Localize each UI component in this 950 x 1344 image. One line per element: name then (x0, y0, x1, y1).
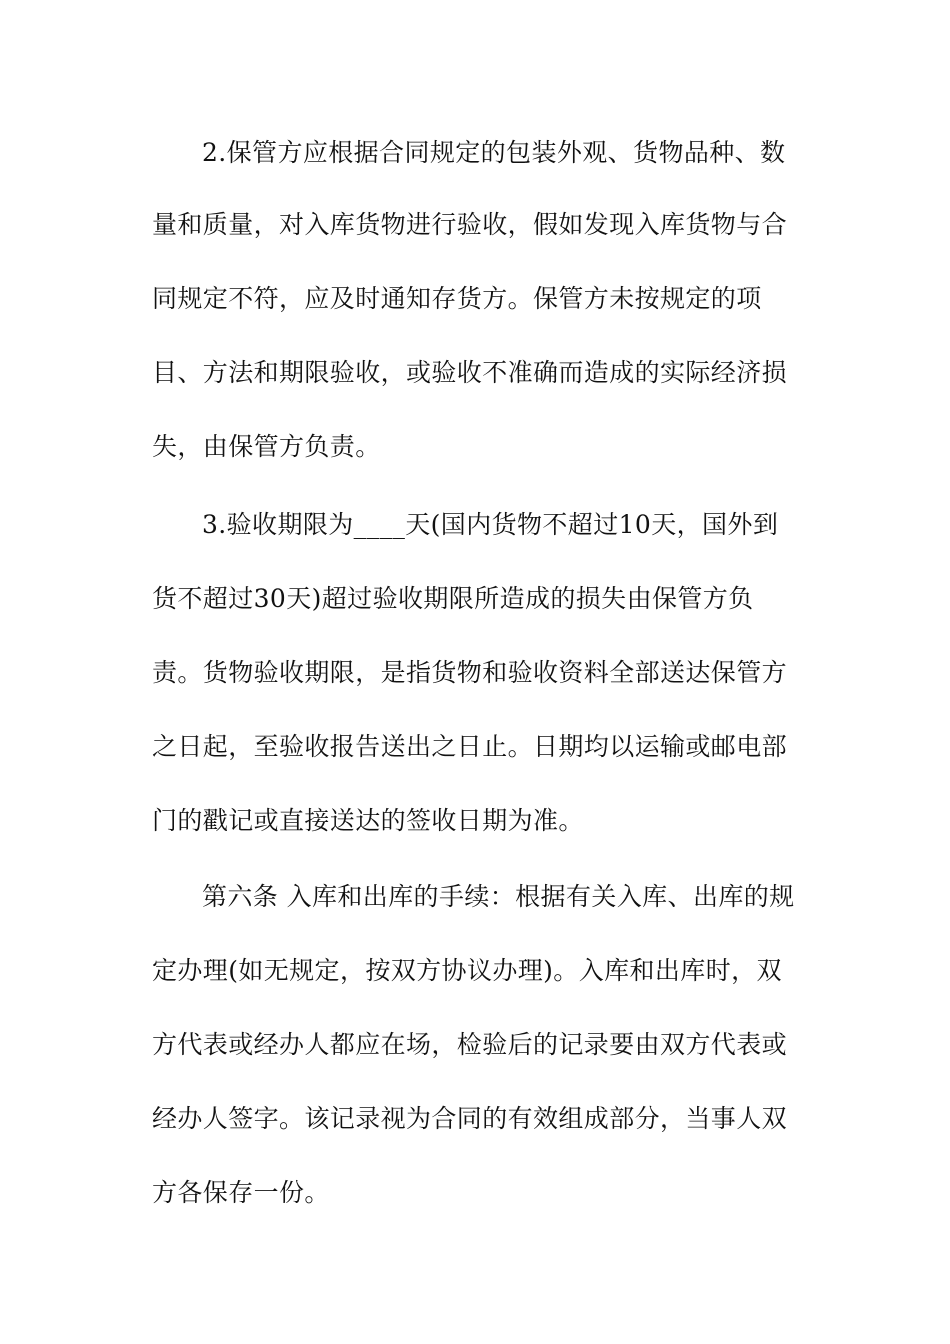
paragraph-1-line-1: 2.保管方应根据合同规定的包装外观、货物品种、数 (202, 138, 786, 167)
paragraph-2-line-5: 门的戳记或直接送达的签收日期为准。 (152, 806, 584, 835)
paragraph-1-line-5: 失，由保管方负责。 (152, 432, 381, 461)
paragraph-1-line-3: 同规定不符，应及时通知存货方。保管方未按规定的项 (152, 284, 762, 313)
paragraph-3-line-4: 经办人签字。该记录视为合同的有效组成部分，当事人双 (152, 1104, 788, 1133)
paragraph-1-line-2: 量和质量，对入库货物进行验收，假如发现入库货物与合 (152, 210, 788, 239)
paragraph-3-line-1: 第六条 入库和出库的手续：根据有关入库、出库的规 (202, 882, 795, 911)
paragraph-2-line-4: 之日起，至验收报告送出之日止。日期均以运输或邮电部 (152, 732, 788, 761)
paragraph-3-line-2: 定办理(如无规定，按双方协议办理)。入库和出库时，双 (152, 956, 782, 985)
paragraph-2-line-3: 责。货物验收期限，是指货物和验收资料全部送达保管方 (152, 658, 788, 687)
paragraph-2-line-1: 3.验收期限为____天(国内货物不超过10天，国外到 (202, 510, 779, 539)
paragraph-2-line-2: 货不超过30天)超过验收期限所造成的损失由保管方负 (152, 584, 754, 613)
paragraph-3-line-3: 方代表或经办人都应在场，检验后的记录要由双方代表或 (152, 1030, 788, 1059)
paragraph-3-line-5: 方各保存一份。 (152, 1178, 330, 1207)
paragraph-1-line-4: 目、方法和期限验收，或验收不准确而造成的实际经济损 (152, 358, 788, 387)
